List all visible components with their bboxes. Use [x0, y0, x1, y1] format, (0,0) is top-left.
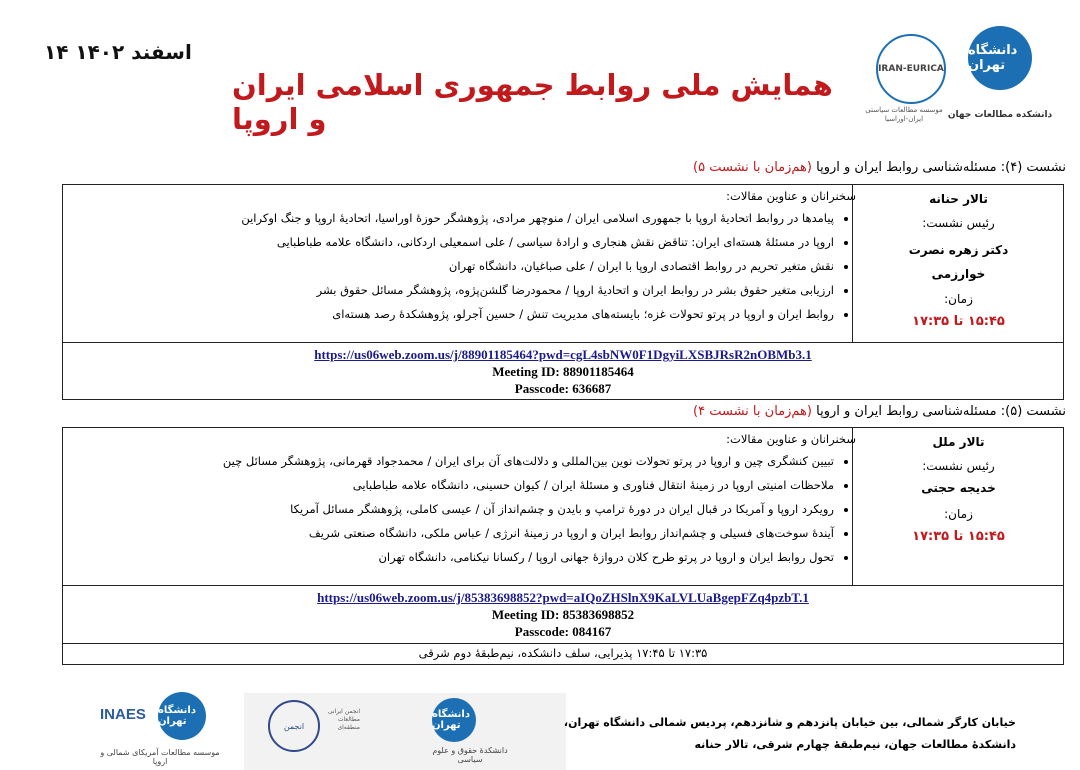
session5-hall: تالار ملل — [932, 435, 985, 449]
session4-zoom-link[interactable]: https://us06web.zoom.us/j/88901185464?pwd=cgL4sbNW0F1DgyiLXSBJRsR2nOBMb3.1 — [314, 347, 812, 362]
session4-info — [852, 184, 1064, 342]
university-tehran-logo: دانشگاه تهران — [432, 698, 476, 742]
faculty-caption: دانشکده مطالعات جهان — [947, 110, 1053, 120]
session5-passcode: Passcode: 084167 — [514, 624, 612, 639]
session4-speakers-label: سخنرانان و عناوین مقالات: — [726, 189, 856, 203]
session5-concurrent-note: (هم‌زمان با نشست ۴) — [693, 404, 812, 419]
venue-address — [496, 712, 1016, 756]
session4-passcode: Passcode: 636687 — [514, 381, 612, 396]
session4-time: ۱۵:۴۵ تا ۱۷:۳۵ — [912, 314, 1005, 329]
reception-note: ۱۷:۳۵ تا ۱۷:۴۵ پذیرایی، سلف دانشکده، نیم‌طبقهٔ دوم شرقی — [418, 646, 708, 660]
iran-eurica-logo: IRAN-EURICA — [876, 34, 946, 104]
event-date: ۱۴ اسفند ۱۴۰۲ — [44, 40, 192, 64]
inaes-logo: INAES — [100, 705, 146, 723]
session5-time: ۱۵:۴۵ تا ۱۷:۳۵ — [912, 529, 1005, 544]
session5-zoom-info — [62, 589, 1064, 640]
session4-zoom-info — [62, 346, 1064, 397]
address-line-1: خیابان کارگر شمالی، بین خیابان پانزدهم و شانزدهم، پردیس شمالی دانشگاه تهران، — [563, 716, 1016, 729]
list-item: • ملاحظات امنیتی اروپا در زمینهٔ انتقال فناوری و مسئلهٔ ایران / کیوان حسینی، دانشگاه علامه طباطبایی — [76, 476, 834, 494]
divider — [62, 585, 1064, 586]
university-tehran-logo: دانشگاه تهران — [158, 692, 206, 740]
session4-concurrent-note: (هم‌زمان با نشست ۵) — [693, 160, 812, 175]
session4-time-label: زمان: — [944, 292, 973, 306]
session5-heading — [166, 404, 1066, 419]
session4-chair-label: رئیس نشست: — [922, 216, 995, 230]
list-item: • اروپا در مسئلهٔ هسته‌ای ایران: تناقض نقش هنجاری و ارادهٔ سیاسی / علی اسمعیلی اردکانی، دانشگاه علامه طباطبایی — [76, 233, 834, 251]
session4-heading — [166, 160, 1066, 175]
list-item: • تبیین کنشگری چین و اروپا در پرتو تحولات نوین بین‌المللی و دلالت‌های آن برای ایران / محمدجواد قهرمانی، پژوهشگر مسائل چین — [76, 452, 834, 470]
session4-title: نشست (۴): مسئله‌شناسی روابط ایران و اروپا — [816, 160, 1066, 175]
iran-eurica-caption: موسسه مطالعات سیاستی ایران-اوراسیا — [865, 106, 943, 123]
inaes-caption: موسسه مطالعات آمریکای شمالی و اروپا — [100, 748, 220, 766]
address-line-2: دانشکدهٔ مطالعات جهان، نیم‌طبقهٔ چهارم شرقی، تالار حنانه — [694, 738, 1016, 751]
divider — [62, 342, 1064, 343]
list-item: • پیامدها در روابط اتحادیهٔ اروپا با جمهوری اسلامی ایران / منوچهر مرادی، پژوهشگر حوزهٔ اوراسیا، اتحادیهٔ اروپا و جنگ اوکراین — [76, 209, 834, 227]
list-item: • نقش متغیر تحریم در روابط اقتصادی اروپا با ایران / علی صباغیان، دانشگاه تهران — [76, 257, 834, 275]
session4-talk-list — [76, 209, 856, 323]
session5-talk-list — [76, 452, 856, 566]
session5-chair-name: خدیجه حجتی — [921, 481, 996, 495]
university-tehran-logo: دانشگاه تهران — [968, 26, 1032, 90]
session5-zoom-link[interactable]: https://us06web.zoom.us/j/85383698852?pwd=aIQoZHSlnX9KaLVLUaBgepFZq4pzbT.1 — [317, 590, 809, 605]
page-title: همایش ملی روابط جمهوری اسلامی ایران و اروپا — [232, 68, 833, 136]
list-item: • تحول روابط ایران و اروپا در پرتو طرح کلان دروازهٔ جهانی اروپا / رکسانا نیکنامی، دانشگاه تهران — [76, 548, 834, 566]
session4-hall: تالار حنانه — [929, 192, 988, 206]
divider — [62, 643, 1064, 644]
session5-info — [852, 427, 1064, 585]
session5-meeting-id: Meeting ID: 85383698852 — [491, 607, 635, 622]
session5-title: نشست (۵): مسئله‌شناسی روابط ایران و اروپا — [816, 404, 1066, 419]
list-item: • آیندهٔ سوخت‌های فسیلی و چشم‌انداز روابط ایران و اروپا در زمینهٔ انرژی / عباس ملکی، دانشگاه صنعتی شریف — [76, 524, 834, 542]
globe-logo: انجمن — [268, 700, 320, 752]
session4-chair-name: دکتر زهره نصرت خوارزمی — [908, 243, 1009, 281]
session4-meeting-id: Meeting ID: 88901185464 — [492, 364, 634, 379]
session5-chair-label: رئیس نشست: — [922, 459, 995, 473]
association-caption: انجمن ایرانی مطالعات منطقه‌ای — [327, 708, 360, 731]
law-faculty-caption: دانشکدهٔ حقوق و علوم سیاسی — [432, 746, 508, 764]
session4-talks — [76, 186, 856, 329]
list-item: • رویکرد اروپا و آمریکا در قبال ایران در دورهٔ ترامپ و بایدن و چشم‌انداز آن / عیسی کاملی، پژوهشگر مسائل آمریکا — [76, 500, 834, 518]
session5-talks — [76, 429, 856, 572]
list-item: • روابط ایران و اروپا در پرتو تحولات غزه؛ بایسته‌های مدیریت تنش / حسین آجرلو، پژوهشکدهٔ رصد هسته‌ای — [76, 305, 834, 323]
session5-speakers-label: سخنرانان و عناوین مقالات: — [726, 432, 856, 446]
session5-time-label: زمان: — [944, 507, 973, 521]
list-item: • ارزیابی متغیر حقوق بشر در روابط ایران و اتحادیهٔ اروپا / محمودرضا گلشن‌پژوه، پژوهشگر مسائل حقوق بشر — [76, 281, 834, 299]
